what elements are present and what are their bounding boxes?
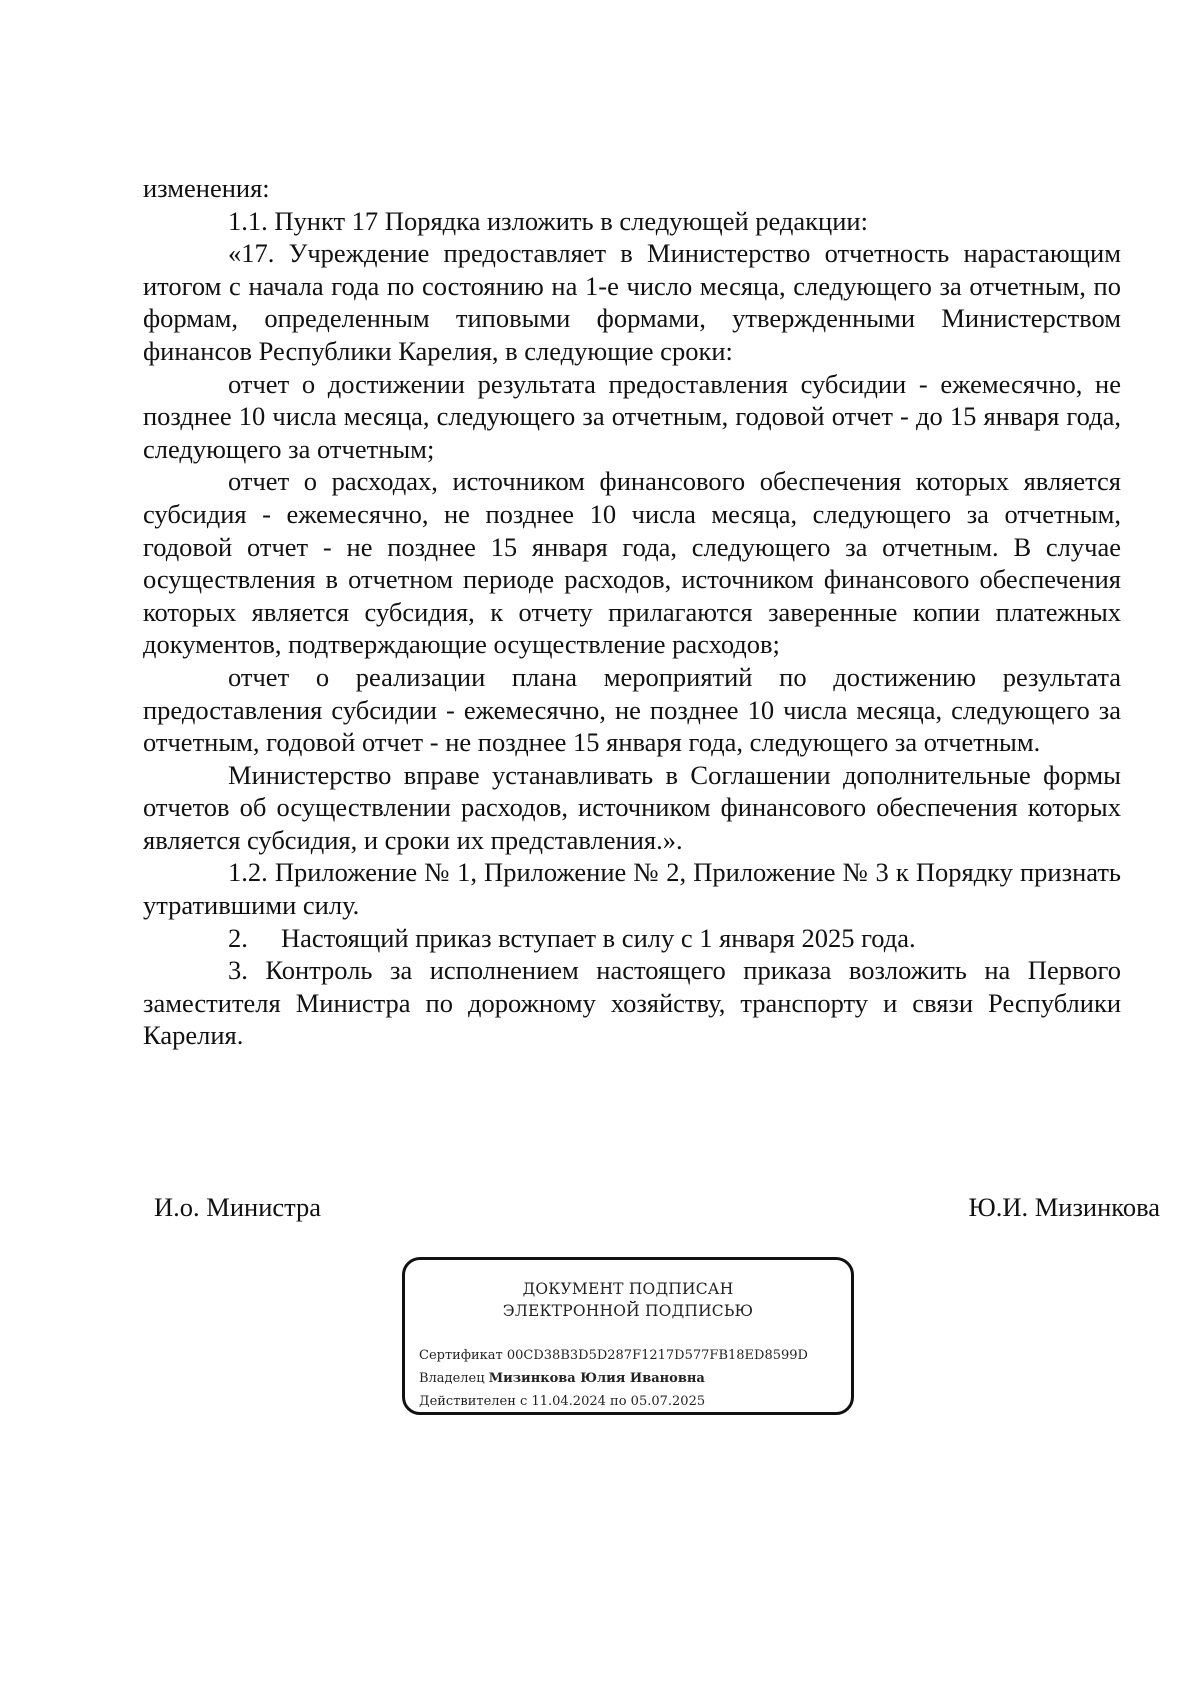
stamp-certificate-label: Сертификат	[419, 1348, 503, 1363]
paragraph-1-2: 1.2. Приложение № 1, Приложение № 2, Приложение № 3 к Порядку признать утратившими силу.	[143, 857, 1121, 921]
stamp-valid-to-label: по	[610, 1394, 627, 1409]
stamp-certificate-row	[419, 1344, 808, 1367]
signatory-name: Ю.И. Мизинкова	[968, 1192, 1160, 1222]
electronic-signature-stamp	[402, 1257, 854, 1415]
stamp-owner-value: Мизинкова Юлия Ивановна	[488, 1371, 705, 1386]
stamp-valid-to: 05.07.2025	[630, 1394, 706, 1409]
stamp-owner-label: Владелец	[419, 1371, 485, 1386]
stamp-validity-row	[419, 1390, 808, 1413]
document-body	[143, 172, 1121, 1052]
paragraph-report-expenses: отчет о расходах, источником финансового обеспечения которых является субсидия - ежемесячно, не позднее 10 числа месяца, следующего за отчетным, годовой отчет - не позднее 15 января года, следующего за отчетным. В случае осуществления в отчетном периоде расходов, источником финансового обеспечения которых является субсидия, к отчету прилагаются заверенные копии платежных документов, подтверждающие осуществление расходов;	[143, 466, 1121, 660]
stamp-certificate-value: 00CD38B3D5D287F1217D577FB18ED8599D	[506, 1348, 808, 1363]
paragraph-report-plan: отчет о реализации плана мероприятий по достижению результата предоставления субсидии - ежемесячно, не позднее 10 числа месяца, следующего за отчетным, годовой отчет - не позднее 15 января года, следующего за отчетным.	[143, 661, 1121, 758]
paragraph-17: «17. Учреждение предоставляет в Министерство отчетность нарастающим итогом с начала года по состоянию на 1-е число месяца, следующего за отчетным, по формам, определенным типовыми формами, утвержденными Министерством финансов Республики Карелия, в следующие сроки:	[143, 238, 1121, 366]
paragraph-report-result: отчет о достижении результата предоставления субсидии - ежемесячно, не позднее 10 числа месяца, следующего за отчетным, годовой отчет - до 15 января года, следующего за отчетным;	[143, 368, 1121, 464]
stamp-valid-label: Действителен с	[419, 1394, 528, 1409]
stamp-valid-from: 11.04.2024	[531, 1394, 606, 1409]
paragraph-3: 3. Контроль за исполнением настоящего приказа возложить на Первого заместителя Министра по дорожному хозяйству, транспорту и связи Республики Карелия.	[143, 955, 1121, 1051]
signatory-position: И.о. Министра	[154, 1192, 322, 1222]
stamp-title-line2: ЭЛЕКТРОННОЙ ПОДПИСЬЮ	[502, 1302, 754, 1320]
paragraph-additional-forms: Министерство вправе устанавливать в Соглашении дополнительные формы отчетов об осуществлении расходов, источником финансового обеспечения которых является субсидия, и сроки их представления.».	[143, 759, 1121, 855]
paragraph-intro: изменения:	[143, 173, 270, 203]
paragraph-1-1: 1.1. Пункт 17 Порядка изложить в следующей редакции:	[228, 205, 868, 236]
stamp-title	[405, 1278, 851, 1322]
stamp-details	[419, 1344, 808, 1413]
stamp-owner-row	[419, 1367, 808, 1390]
paragraph-2: 2. Настоящий приказ вступает в силу с 1 января 2025 года.	[228, 922, 916, 953]
stamp-title-line1: ДОКУМЕНТ ПОДПИСАН	[522, 1280, 734, 1298]
